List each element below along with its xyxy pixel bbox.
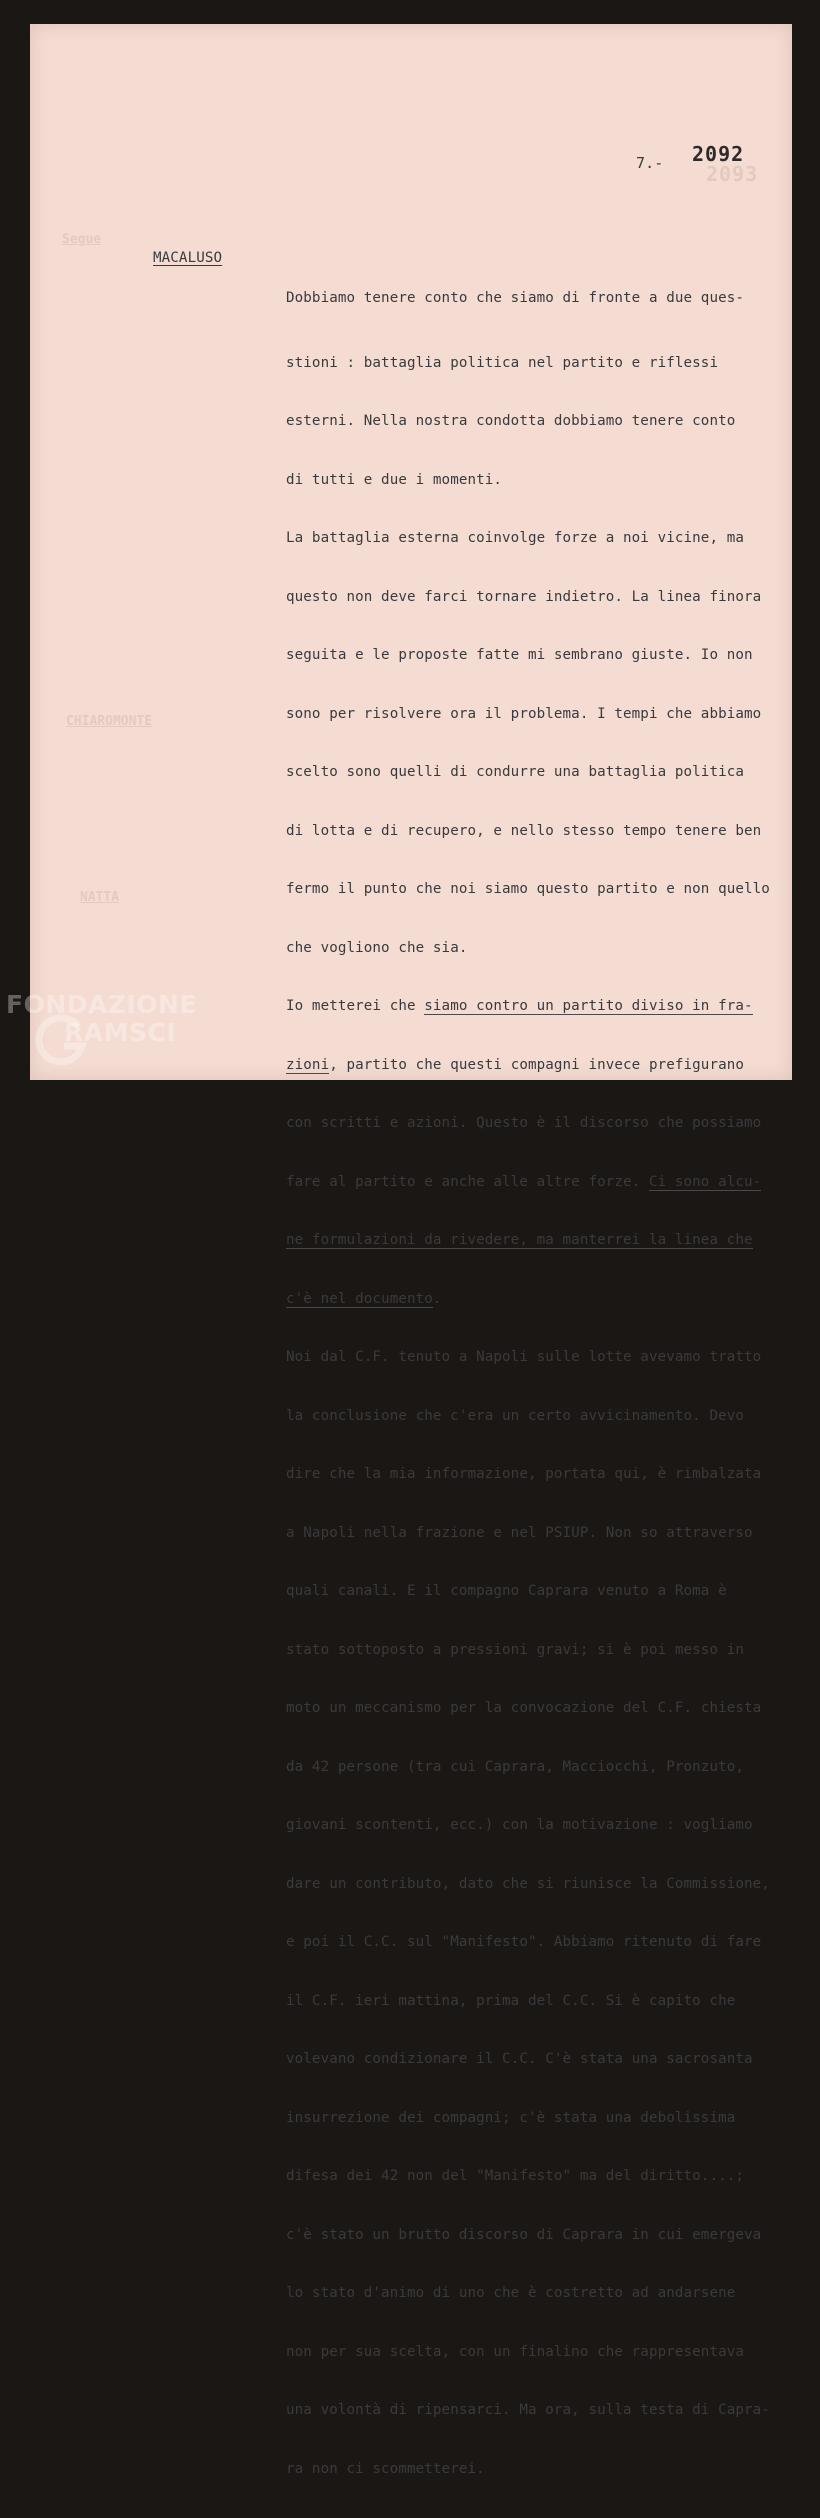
text-line-underlined [286,1290,770,1310]
text-line: esterni. Nella nostra condotta dobbiamo tenere conto [286,413,736,429]
text-line: dare un contributo, dato che si riunisce la Commissione, [286,1875,770,1892]
text-line: scelto sono quelli di condurre una battaglia politica [286,764,745,780]
underlined-passage: zioni [286,1056,330,1073]
text-line: a Napoli nella frazione e nel PSIUP. Non so attraverso [286,1524,753,1541]
watermark-text: RAMSCI [64,1018,177,1047]
text-line: Dobbiamo tenere conto che siamo di fronte a due ques- [286,290,745,306]
text-line: e poi il C.C. sul "Manifesto". Abbiamo ritenuto di fare [286,1934,762,1950]
underlined-passage: Ci sono alcu- [648,1173,762,1190]
text-line-underlined [286,1231,770,1251]
text-line: seguita e le proposte fatte mi sembrano giuste. Io non [286,647,753,663]
text-line: una volontà di ripensarci. Ma ora, sulla testa di Capra- [286,2402,770,2418]
text-line: moto un meccanismo per la convocazione del C.F. chiesta [286,1700,762,1716]
archive-stamp-number: 2092 [692,142,745,166]
text-segment: , partito che questi compagni invece prefigurano [329,1056,745,1073]
text-line: dire che la mia informazione, portata qui, è rimbalzata [286,1466,762,1482]
ghost-name: Segue [62,232,102,247]
text-segment: . [432,1290,442,1307]
watermark-text: FONDAZIONE [6,990,198,1019]
text-line-underlined [286,997,770,1017]
text-line: la conclusione che c'era un certo avvicinamento. Devo [286,1407,745,1424]
text-line: di lotta e di recupero, e nello stesso tempo tenere ben [286,822,762,839]
text-line: con scritti e azioni. Questo è il discorso che possiamo [286,1115,762,1131]
text-line: giovani scontenti, ecc.) con la motivazione : vogliamo [286,1817,753,1833]
underlined-passage: siamo contro un partito diviso in fra- [424,998,753,1014]
underlined-passage: c'è nel documento [286,1290,433,1307]
page-number: 7.- [636,154,664,172]
text-segment: Io metterei che [286,998,425,1014]
text-line-underlined [286,1173,770,1193]
text-line: di tutti e due i momenti. [286,471,503,488]
speaker-name: MACALUSO [153,250,223,266]
text-line: Noi dal C.F. tenuto a Napoli sulle lotte avevamo tratto [286,1349,762,1365]
text-line: stato sottoposto a pressioni gravi; si è poi messo in [286,1641,745,1658]
text-line: sono per risolvere ora il problema. I tempi che abbiamo [286,705,762,722]
text-line: non per sua scelta, con un finalino che rappresentava [286,2343,745,2360]
text-line: da 42 persone (tra cui Caprara, Macciocchi, Pronzuto, [286,1758,745,1775]
transcript-body [286,250,770,2518]
text-line: ra non ci scommetterei. [286,2460,485,2477]
text-line-underlined [286,1056,770,1076]
text-line: lo stato d'animo di uno che è costretto ad andarsene [286,2285,736,2301]
text-line: volevano condizionare il C.C. C'è stata una sacrosanta [286,2051,753,2067]
text-line: quali canali. E il compagno Caprara venuto a Roma è [286,1583,727,1599]
text-line: che vogliono che sia. [286,939,468,956]
text-line: c'è stato un brutto discorso di Caprara in cui emergeva [286,2226,762,2243]
text-segment: fare al partito e anche alle altre forze. [286,1173,649,1190]
ghost-name: NATTA [80,890,120,905]
text-line: insurrezione dei compagni; c'è stata una debolissima [286,2109,736,2126]
underlined-passage: ne formulazioni da rivedere, ma manterrei la linea che [286,1232,753,1248]
archive-watermark [6,990,206,1070]
ghost-name: CHIAROMONTE [66,714,153,729]
text-line: stioni : battaglia politica nel partito e riflessi [286,354,719,371]
text-line: questo non deve farci tornare indietro. La linea finora [286,588,762,605]
text-line: La battaglia esterna coinvolge forze a noi vicine, ma [286,530,745,546]
stamp-show-through: 2093 [706,162,759,186]
text-line: fermo il punto che noi siamo questo partito e non quello [286,881,770,897]
text-line: il C.F. ieri mattina, prima del C.C. Si è capito che [286,1992,736,2009]
document-sheet [30,24,792,2477]
text-line: difesa dei 42 non del "Manifesto" ma del diritto....; [286,2168,745,2184]
